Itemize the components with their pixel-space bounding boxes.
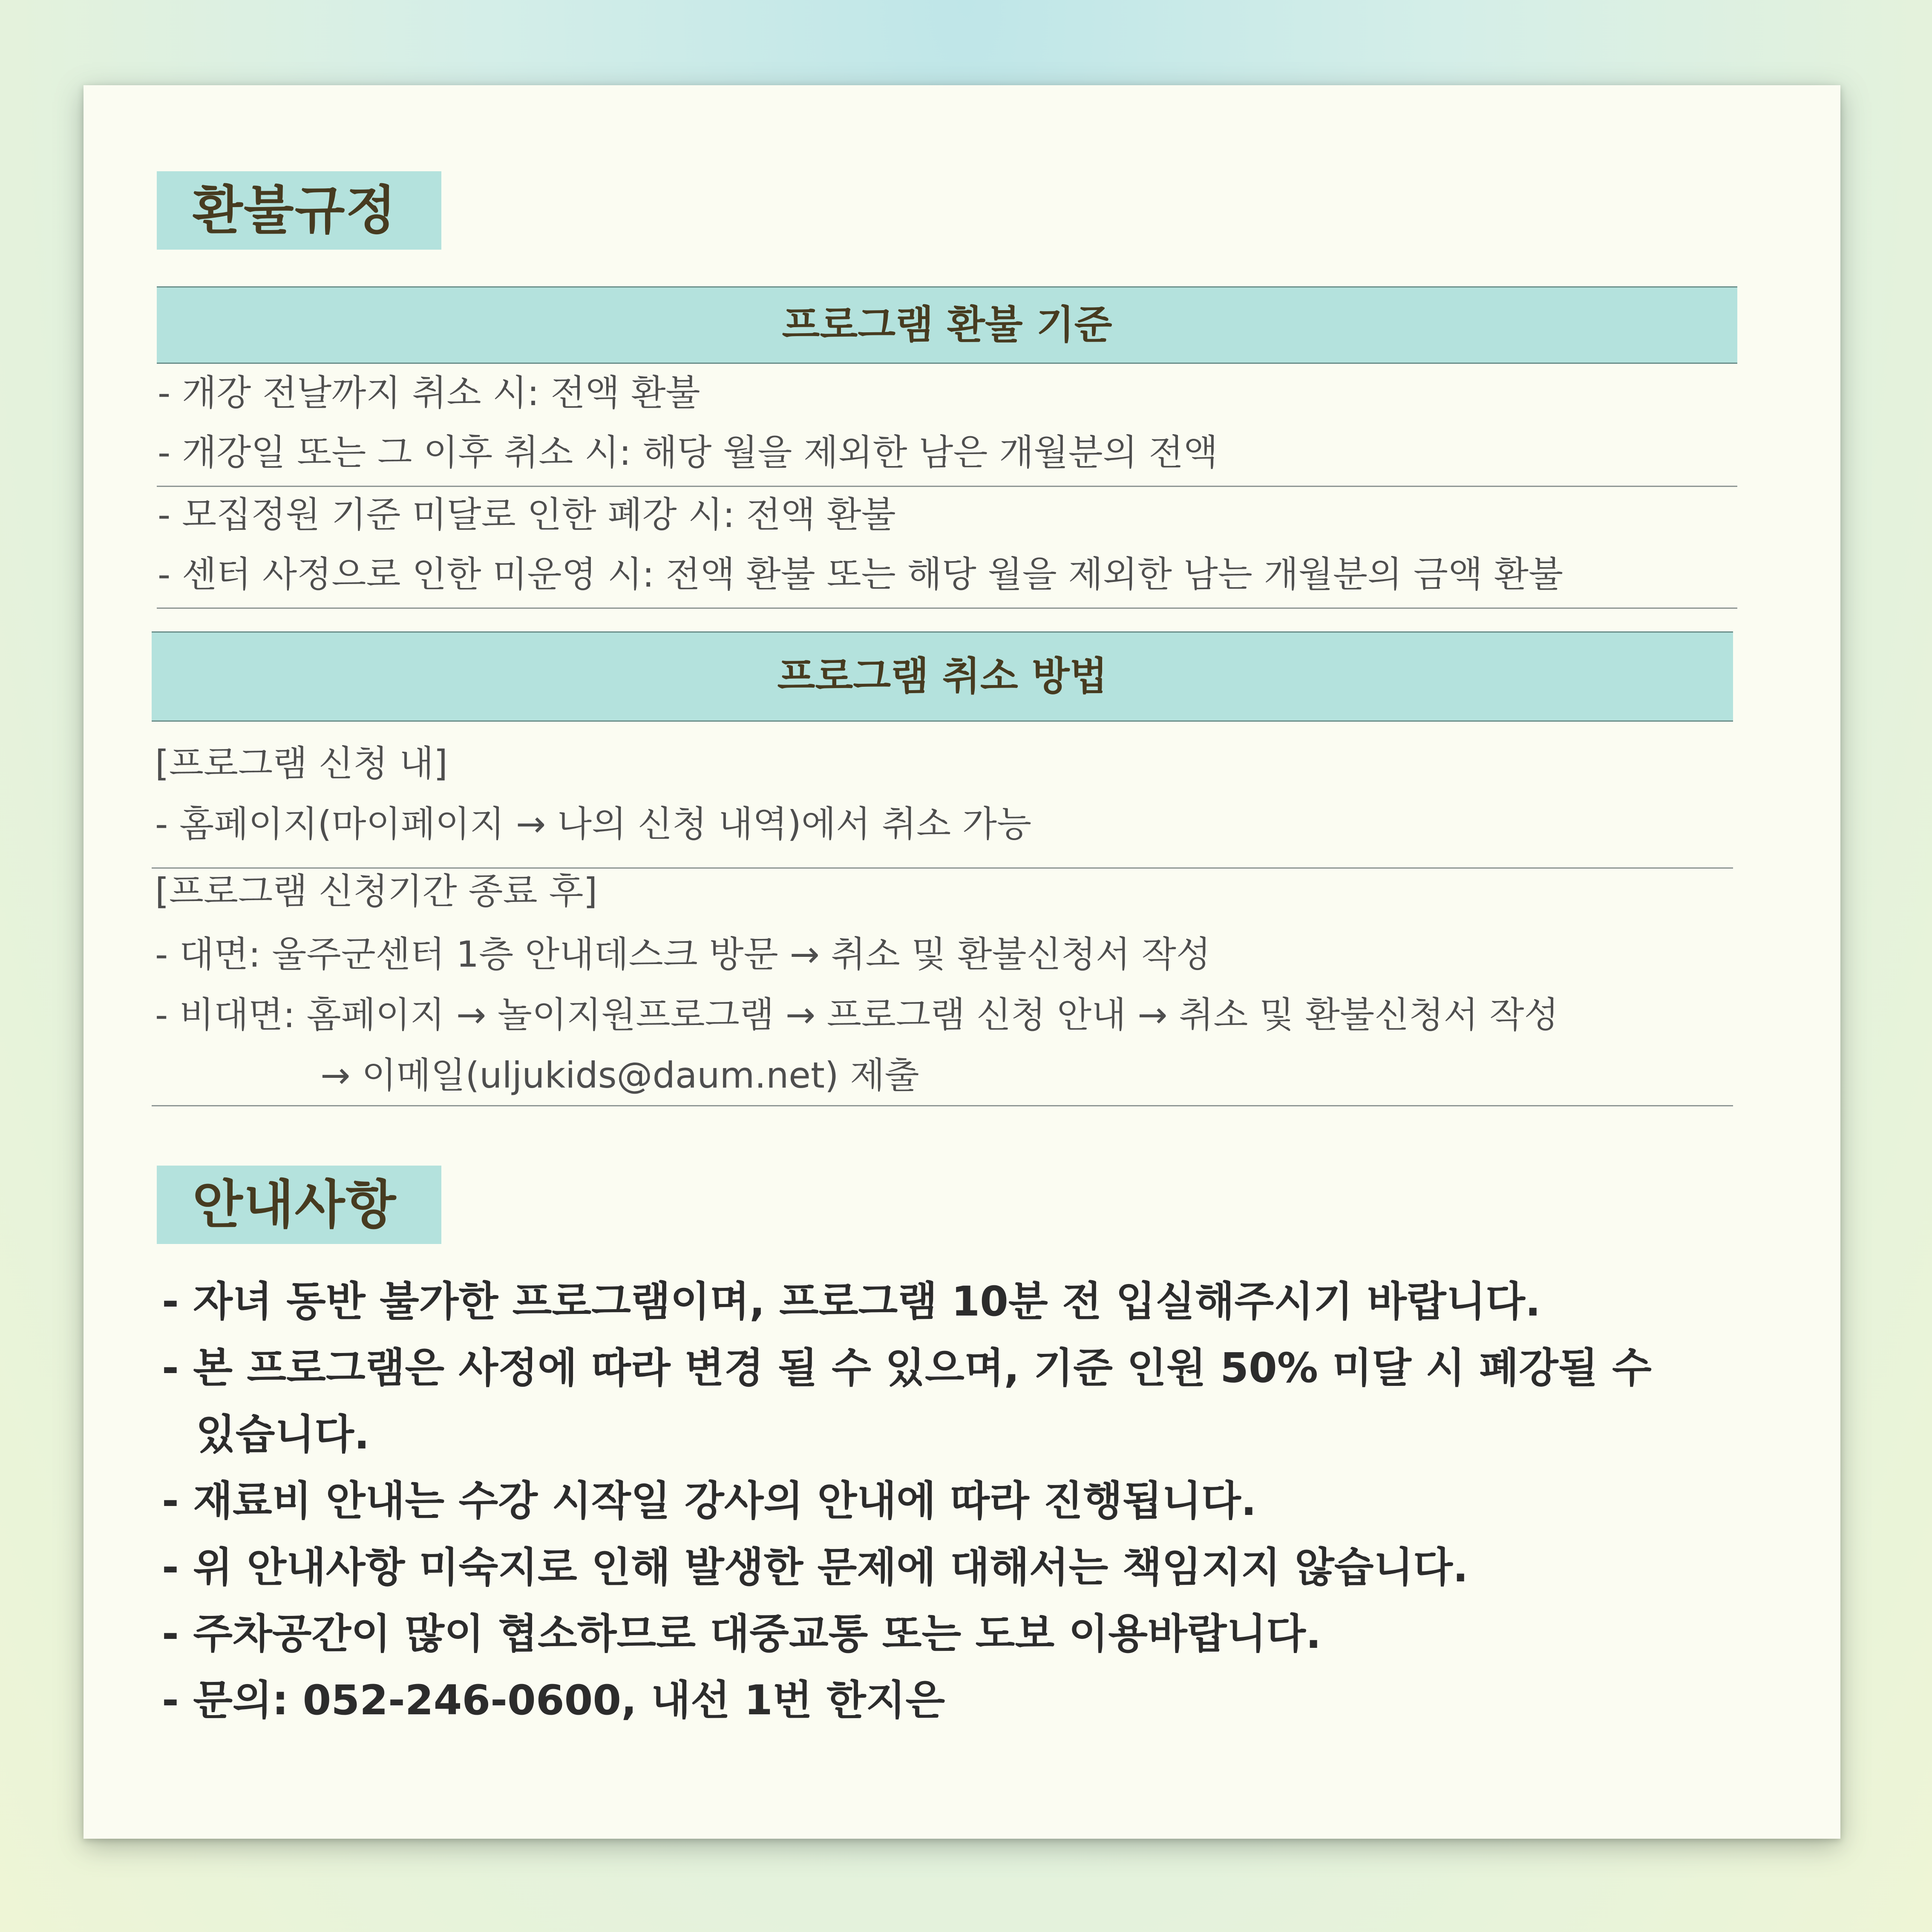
cancel-group-title: [프로그램 신청 내] [155, 743, 448, 784]
cancel-method-header: 프로그램 취소 방법 [152, 631, 1733, 722]
refund-section-title: 환불규정 [157, 171, 441, 250]
cancel-line: - 홈페이지(마이페이지 → 나의 신청 내역)에서 취소 가능 [155, 803, 1032, 845]
row-divider [157, 608, 1737, 609]
cancel-line: - 비대면: 홈페이지 → 놀이지원프로그램 → 프로그램 신청 안내 → 취소 및 환불신청서 작성 [155, 994, 1559, 1036]
notice-line: - 주차공간이 많이 협소하므로 대중교통 또는 도보 이용바랍니다. [162, 1610, 1322, 1658]
refund-criteria-line: - 모집정원 기준 미달로 인한 폐강 시: 전액 환불 [158, 494, 896, 536]
notice-line: - 위 안내사항 미숙지로 인해 발생한 문제에 대해서는 책임지지 않습니다. [162, 1543, 1468, 1591]
notice-line: - 재료비 안내는 수강 시작일 강사의 안내에 따라 진행됩니다. [162, 1477, 1257, 1525]
cancel-line: → 이메일(uljukids@daum.net) 제출 [320, 1054, 919, 1096]
cancel-line: - 대면: 울주군센터 1층 안내데스크 방문 → 취소 및 환불신청서 작성 [155, 933, 1211, 975]
notice-line: - 문의: 052-246-0600, 내선 1번 한지은 [162, 1676, 945, 1724]
notice-line: - 자녀 동반 불가한 프로그램이며, 프로그램 10분 전 입실해주시기 바랍니다. [162, 1278, 1541, 1325]
notice-line: - 본 프로그램은 사정에 따라 변경 될 수 있으며, 기준 인원 50% 미달 시 폐강될 수 [162, 1344, 1652, 1392]
refund-criteria-line: - 센터 사정으로 인한 미운영 시: 전액 환불 또는 해당 월을 제외한 남는 개월분의 금액 환불 [158, 553, 1563, 595]
notice-section-title: 안내사항 [157, 1166, 441, 1244]
row-divider [157, 486, 1737, 487]
row-divider [152, 1105, 1733, 1106]
info-card [83, 85, 1840, 1839]
row-divider [152, 867, 1733, 869]
refund-criteria-header: 프로그램 환불 기준 [157, 286, 1737, 364]
refund-criteria-line: - 개강일 또는 그 이후 취소 시: 해당 월을 제외한 남은 개월분의 전액 [158, 432, 1218, 473]
notice-line: 있습니다. [196, 1411, 370, 1458]
refund-criteria-line: - 개강 전날까지 취소 시: 전액 환불 [158, 372, 700, 414]
cancel-group-title: [프로그램 신청기간 종료 후] [155, 870, 598, 912]
